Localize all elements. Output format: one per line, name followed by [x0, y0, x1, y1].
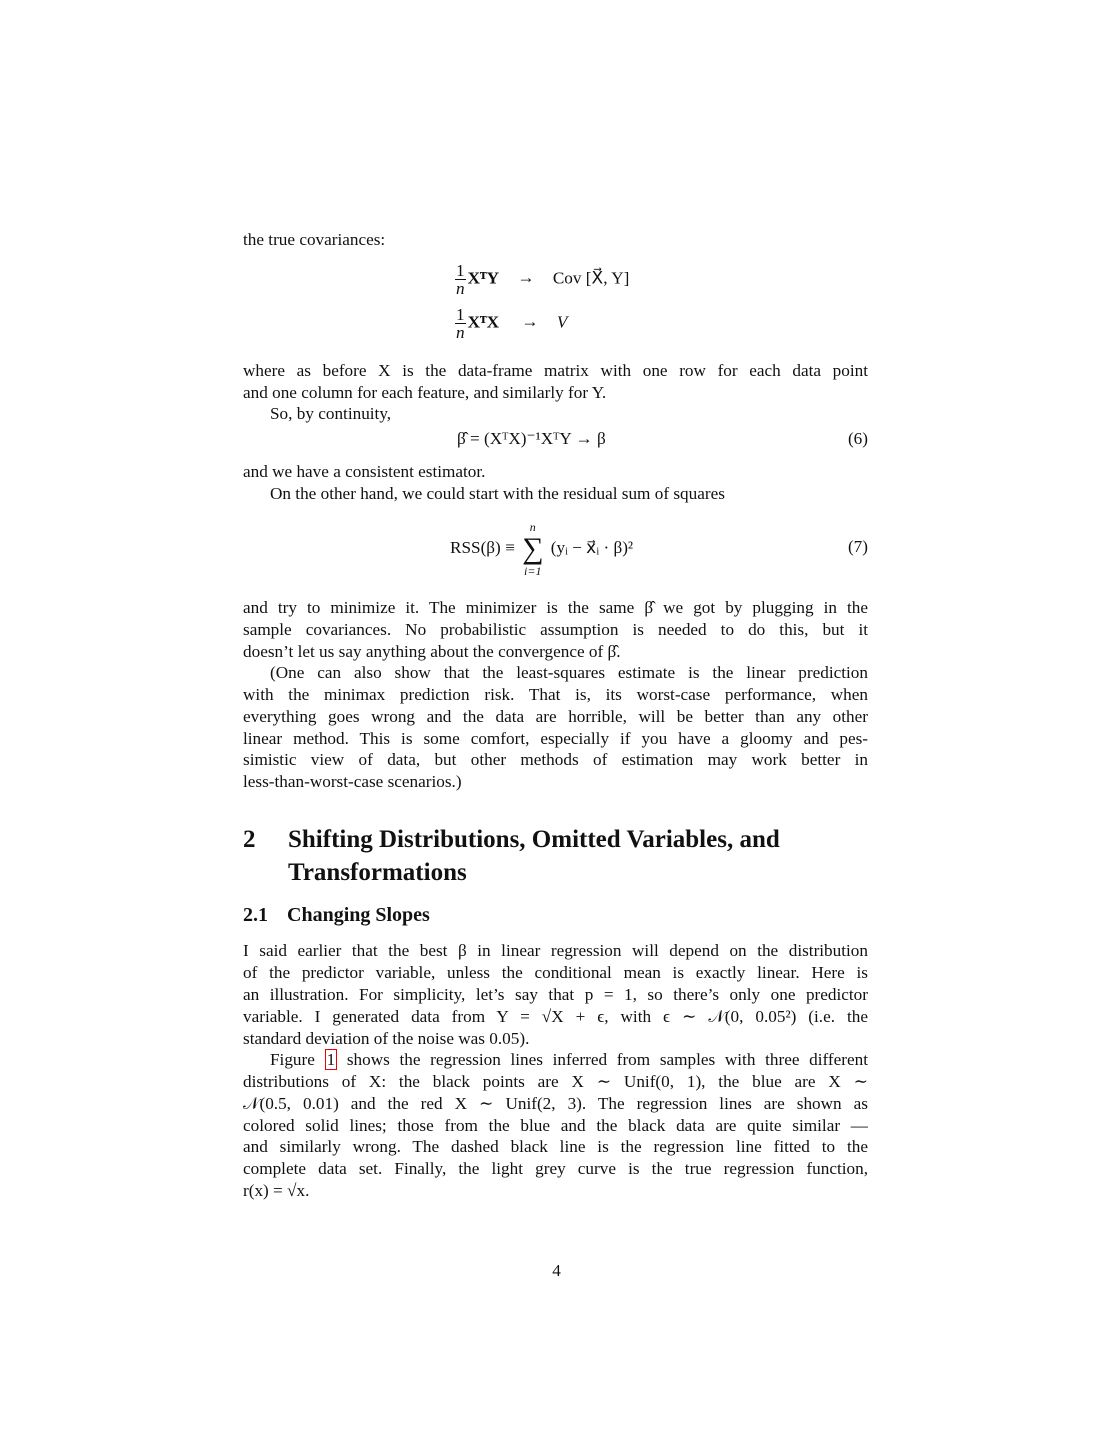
text-line: where as before X is the data-frame matrix with one row for each data point — [243, 361, 868, 380]
section-number: 2 — [243, 826, 256, 853]
text-line: colored solid lines; those from the blue and the black data are quite similar — — [243, 1116, 868, 1135]
figure-reference-link[interactable]: 1 — [326, 1050, 336, 1069]
text-line: I said earlier that the best β in linear regression will depend on the distribution — [243, 941, 868, 960]
equation-6: β̂ = (XᵀX)⁻¹XᵀY → β — [457, 429, 606, 448]
fraction-numerator: 1 — [456, 261, 465, 280]
equation-7 — [450, 520, 633, 578]
text-line: and similarly wrong. The dashed black line is the regression line fitted to the — [243, 1137, 868, 1156]
eq-rhs: V — [556, 312, 568, 332]
text-line: with the minimax prediction risk. That is, its worst-case performance, when — [243, 685, 868, 704]
sum-upper: n — [529, 520, 536, 534]
equation-cov-xy — [455, 262, 629, 297]
subsection-title: Changing Slopes — [287, 904, 430, 926]
eq-rhs: Cov [X⃗, Y] — [552, 268, 630, 288]
equation-var-x — [455, 306, 567, 341]
subsection-heading — [243, 904, 430, 927]
text-line: of the predictor variable, unless the conditional mean is exactly linear. Here is — [243, 963, 868, 982]
text-line: linear method. This is some comfort, especially if you have a gloomy and pes- — [243, 729, 868, 748]
text-line: distributions of X: the black points are X ∼ Unif(0, 1), the blue are X ∼ — [243, 1072, 868, 1091]
eq-rhs: (yᵢ − x⃗ᵢ · β)² — [550, 537, 634, 557]
fraction-numerator: 1 — [456, 305, 465, 324]
page-number: 4 — [552, 1261, 561, 1280]
text-segment: Figure — [270, 1050, 325, 1069]
text-line: everything goes wrong and the data are horrible, will be better than any other — [243, 707, 868, 726]
text-segment: shows the regression lines inferred from samples with three different — [337, 1050, 868, 1069]
text-line: and one column for each feature, and similarly for Y. — [243, 383, 607, 402]
equation-number: (6) — [847, 429, 868, 448]
sigma-symbol: ∑ — [522, 532, 544, 565]
section-title-line: Transformations — [288, 859, 467, 886]
sum-lower: i=1 — [524, 564, 542, 578]
eq-lhs: XᵀY — [467, 268, 500, 288]
text-line: sample covariances. No probabilistic assumption is needed to do this, but it — [243, 620, 868, 639]
arrow: → — [517, 268, 535, 288]
eq-lhs: XᵀX — [467, 312, 500, 332]
section-title-line: Shifting Distributions, Omitted Variables, and — [288, 826, 780, 853]
text-line: r(x) = √x. — [243, 1181, 310, 1200]
text-line: doesn’t let us say anything about the convergence of β̂. — [243, 642, 621, 661]
text-line: the true covariances: — [243, 230, 386, 249]
section-heading — [243, 823, 780, 856]
text-line: and we have a consistent estimator. — [243, 462, 486, 481]
text-line: 𝒩(0.5, 0.01) and the red X ∼ Unif(2, 3). The regression lines are shown as — [243, 1094, 868, 1113]
summation — [522, 520, 543, 578]
equation-number: (7) — [847, 537, 868, 556]
fraction-denominator: n — [456, 323, 465, 342]
text-line: standard deviation of the noise was 0.05). — [243, 1029, 530, 1048]
text-line: and try to minimize it. The minimizer is the same β̂ we got by plugging in the — [243, 598, 868, 617]
text-line: complete data set. Finally, the light grey curve is the true regression function, — [243, 1159, 868, 1178]
text-line: On the other hand, we could start with the residual sum of squares — [270, 484, 725, 503]
text-line: less-than-worst-case scenarios.) — [243, 772, 462, 791]
fraction-denominator: n — [456, 279, 465, 298]
eq-lhs: RSS(β) ≡ — [450, 537, 515, 557]
arrow: → — [521, 312, 539, 332]
text-line: an illustration. For simplicity, let’s say that p = 1, so there’s only one predictor — [243, 985, 868, 1004]
text-line: So, by continuity, — [270, 404, 392, 423]
text-line: simistic view of data, but other methods of estimation may work better in — [243, 750, 868, 769]
text-line: (One can also show that the least-squares estimate is the linear prediction — [270, 663, 868, 682]
text-line: variable. I generated data from Y = √X + ϵ, with ϵ ∼ 𝒩(0, 0.05²) (i.e. the — [243, 1007, 868, 1026]
subsection-number: 2.1 — [243, 904, 268, 926]
text-line — [270, 1049, 868, 1071]
